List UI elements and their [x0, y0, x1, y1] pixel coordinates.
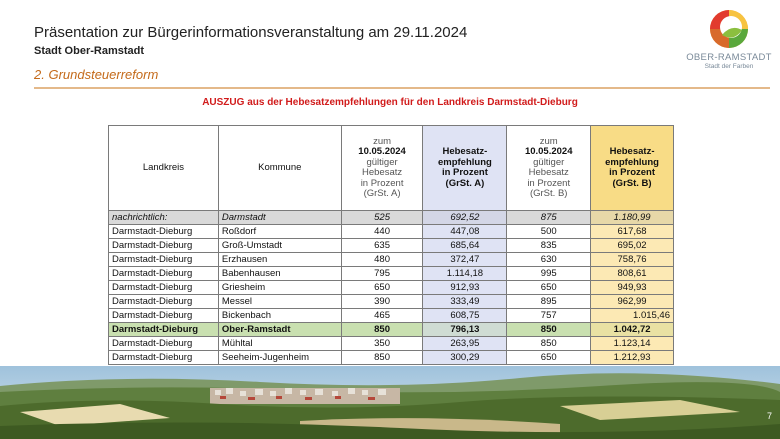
header-a-old-line1: zum [373, 135, 392, 147]
header-b-old-line5: in Prozent [527, 177, 571, 189]
header-b-old-line1: zum [539, 135, 558, 147]
cell-a-new: 692,52 [423, 211, 507, 225]
header-a-old-line2: 10.05.2024 [358, 146, 406, 157]
cell-a-old: 850 [341, 323, 423, 337]
cell-kommune: Groß-Umstadt [218, 239, 341, 253]
logo-name: OBER-RAMSTADT [686, 52, 772, 63]
header-a-new-line3: in Prozent [441, 167, 488, 178]
table-heading: AUSZUG aus der Hebesatzempfehlungen für den Landkreis Darmstadt-Dieburg [202, 97, 578, 108]
table-row [109, 267, 674, 281]
city-emblem-icon [708, 8, 750, 50]
cell-kommune: Mühltal [218, 337, 341, 351]
cell-kommune: Babenhausen [218, 267, 341, 281]
cell-kommune: Messel [218, 295, 341, 309]
cell-b-new: 758,76 [591, 253, 674, 267]
cell-landkreis: Darmstadt-Dieburg [109, 351, 219, 365]
cell-landkreis: Darmstadt-Dieburg [109, 295, 219, 309]
cell-landkreis: Darmstadt-Dieburg [109, 225, 219, 239]
cell-b-old: 630 [507, 253, 591, 267]
table-row [109, 337, 674, 351]
header-a-old-line5: in Prozent [360, 177, 404, 189]
city-logo [686, 8, 772, 78]
cell-a-new: 300,29 [423, 351, 507, 365]
cell-a-new: 372,47 [423, 253, 507, 267]
cell-landkreis: Darmstadt-Dieburg [109, 323, 219, 337]
header-recommended-rate-a [423, 126, 507, 211]
cell-b-new: 1.123,14 [591, 337, 674, 351]
table-row [109, 239, 674, 253]
cell-landkreis: Darmstadt-Dieburg [109, 267, 219, 281]
header-a-old-line4: Hebesatz [362, 167, 403, 178]
header-b-old-line2: 10.05.2024 [524, 146, 573, 157]
header-recommended-rate-b [591, 126, 674, 211]
cell-landkreis: Darmstadt-Dieburg [109, 253, 219, 267]
cell-a-old: 650 [341, 281, 423, 295]
header-divider [34, 87, 770, 89]
cell-a-old: 850 [341, 351, 423, 365]
cell-landkreis: Darmstadt-Dieburg [109, 309, 219, 323]
cell-b-old: 995 [507, 267, 591, 281]
table-row [109, 281, 674, 295]
header-a-new-line4: (GrSt. A) [445, 177, 485, 189]
cell-a-new: 796,13 [423, 323, 507, 337]
cell-b-old: 895 [507, 295, 591, 309]
cell-b-new: 1.015,46 [591, 309, 674, 323]
cell-kommune: Darmstadt [218, 211, 341, 225]
header-b-new-line3: in Prozent [609, 167, 656, 178]
header-a-old-line6: (GrSt. A) [363, 188, 401, 199]
cell-kommune: Bickenbach [218, 309, 341, 323]
table-row [109, 295, 674, 309]
cell-b-new: 808,61 [591, 267, 674, 281]
cell-a-old: 440 [341, 225, 423, 239]
cell-b-old: 850 [507, 337, 591, 351]
cell-b-new: 1.212,93 [591, 351, 674, 365]
header-current-rate-a [341, 126, 423, 211]
cell-a-new: 1.114,18 [423, 267, 507, 281]
cell-b-old: 757 [507, 309, 591, 323]
cell-b-old: 650 [507, 351, 591, 365]
cell-kommune: Roßdorf [218, 225, 341, 239]
cell-a-new: 263,95 [423, 337, 507, 351]
table-header-row [109, 126, 674, 211]
cell-b-old: 835 [507, 239, 591, 253]
cell-a-new: 333,49 [423, 295, 507, 309]
cell-kommune: Erzhausen [218, 253, 341, 267]
slide-title: Präsentation zur Bürgerinformationsveranstaltung am 29.11.2024 [34, 24, 468, 41]
cell-b-new: 949,93 [591, 281, 674, 295]
cell-b-new: 1.042,72 [591, 323, 674, 337]
header-b-old-line4: Hebesatz [528, 167, 569, 178]
organization-name: Stadt Ober-Ramstadt [34, 45, 145, 57]
cell-landkreis: Darmstadt-Dieburg [109, 239, 219, 253]
cell-b-new: 962,99 [591, 295, 674, 309]
header-a-new-line2: empfehlung [437, 156, 492, 168]
cell-a-old: 480 [341, 253, 423, 267]
cell-b-old: 850 [507, 323, 591, 337]
table-row-reference [109, 211, 674, 225]
cell-kommune: Seeheim-Jugenheim [218, 351, 341, 365]
cell-a-old: 350 [341, 337, 423, 351]
header-b-old-line3: gültiger [533, 156, 565, 168]
table-row [109, 225, 674, 239]
landscape-banner-image [0, 366, 780, 439]
cell-a-old: 525 [341, 211, 423, 225]
page-number: 7 [766, 411, 772, 421]
cell-b-new: 617,68 [591, 225, 674, 239]
cell-a-old: 795 [341, 267, 423, 281]
cell-a-old: 390 [341, 295, 423, 309]
hebesatz-table [108, 125, 674, 365]
logo-tagline: Stadt der Farben [704, 63, 754, 70]
table-row [109, 253, 674, 267]
header-kommune: Kommune [218, 126, 341, 211]
header-b-new-line4: (GrSt. B) [612, 177, 652, 189]
cell-landkreis: Darmstadt-Dieburg [109, 281, 219, 295]
table-row-highlighted [109, 323, 674, 337]
cell-b-old: 650 [507, 281, 591, 295]
cell-a-new: 608,75 [423, 309, 507, 323]
table-row [109, 309, 674, 323]
header-landkreis: Landkreis [109, 126, 219, 211]
cell-b-new: 695,02 [591, 239, 674, 253]
header-current-rate-b [507, 126, 591, 211]
landscape-illustration [0, 366, 780, 439]
cell-a-new: 447,08 [423, 225, 507, 239]
header-a-old-line3: gültiger [366, 156, 398, 168]
header-b-new-line2: empfehlung [605, 156, 659, 168]
table-row [109, 351, 674, 365]
cell-b-new: 1.180,99 [591, 211, 674, 225]
cell-a-new: 685,64 [423, 239, 507, 253]
cell-a-old: 635 [341, 239, 423, 253]
cell-landkreis: nachrichtlich: [109, 211, 219, 225]
cell-kommune: Griesheim [218, 281, 341, 295]
header-b-new-line1: Hebesatz- [609, 146, 655, 157]
cell-a-old: 465 [341, 309, 423, 323]
cell-b-old: 500 [507, 225, 591, 239]
cell-kommune: Ober-Ramstadt [218, 323, 341, 337]
header-b-old-line6: (GrSt. B) [529, 188, 568, 199]
header-a-new-line1: Hebesatz- [442, 146, 488, 157]
cell-a-new: 912,93 [423, 281, 507, 295]
section-title: 2. Grundsteuerreform [34, 67, 159, 82]
cell-landkreis: Darmstadt-Dieburg [109, 337, 219, 351]
cell-b-old: 875 [507, 211, 591, 225]
